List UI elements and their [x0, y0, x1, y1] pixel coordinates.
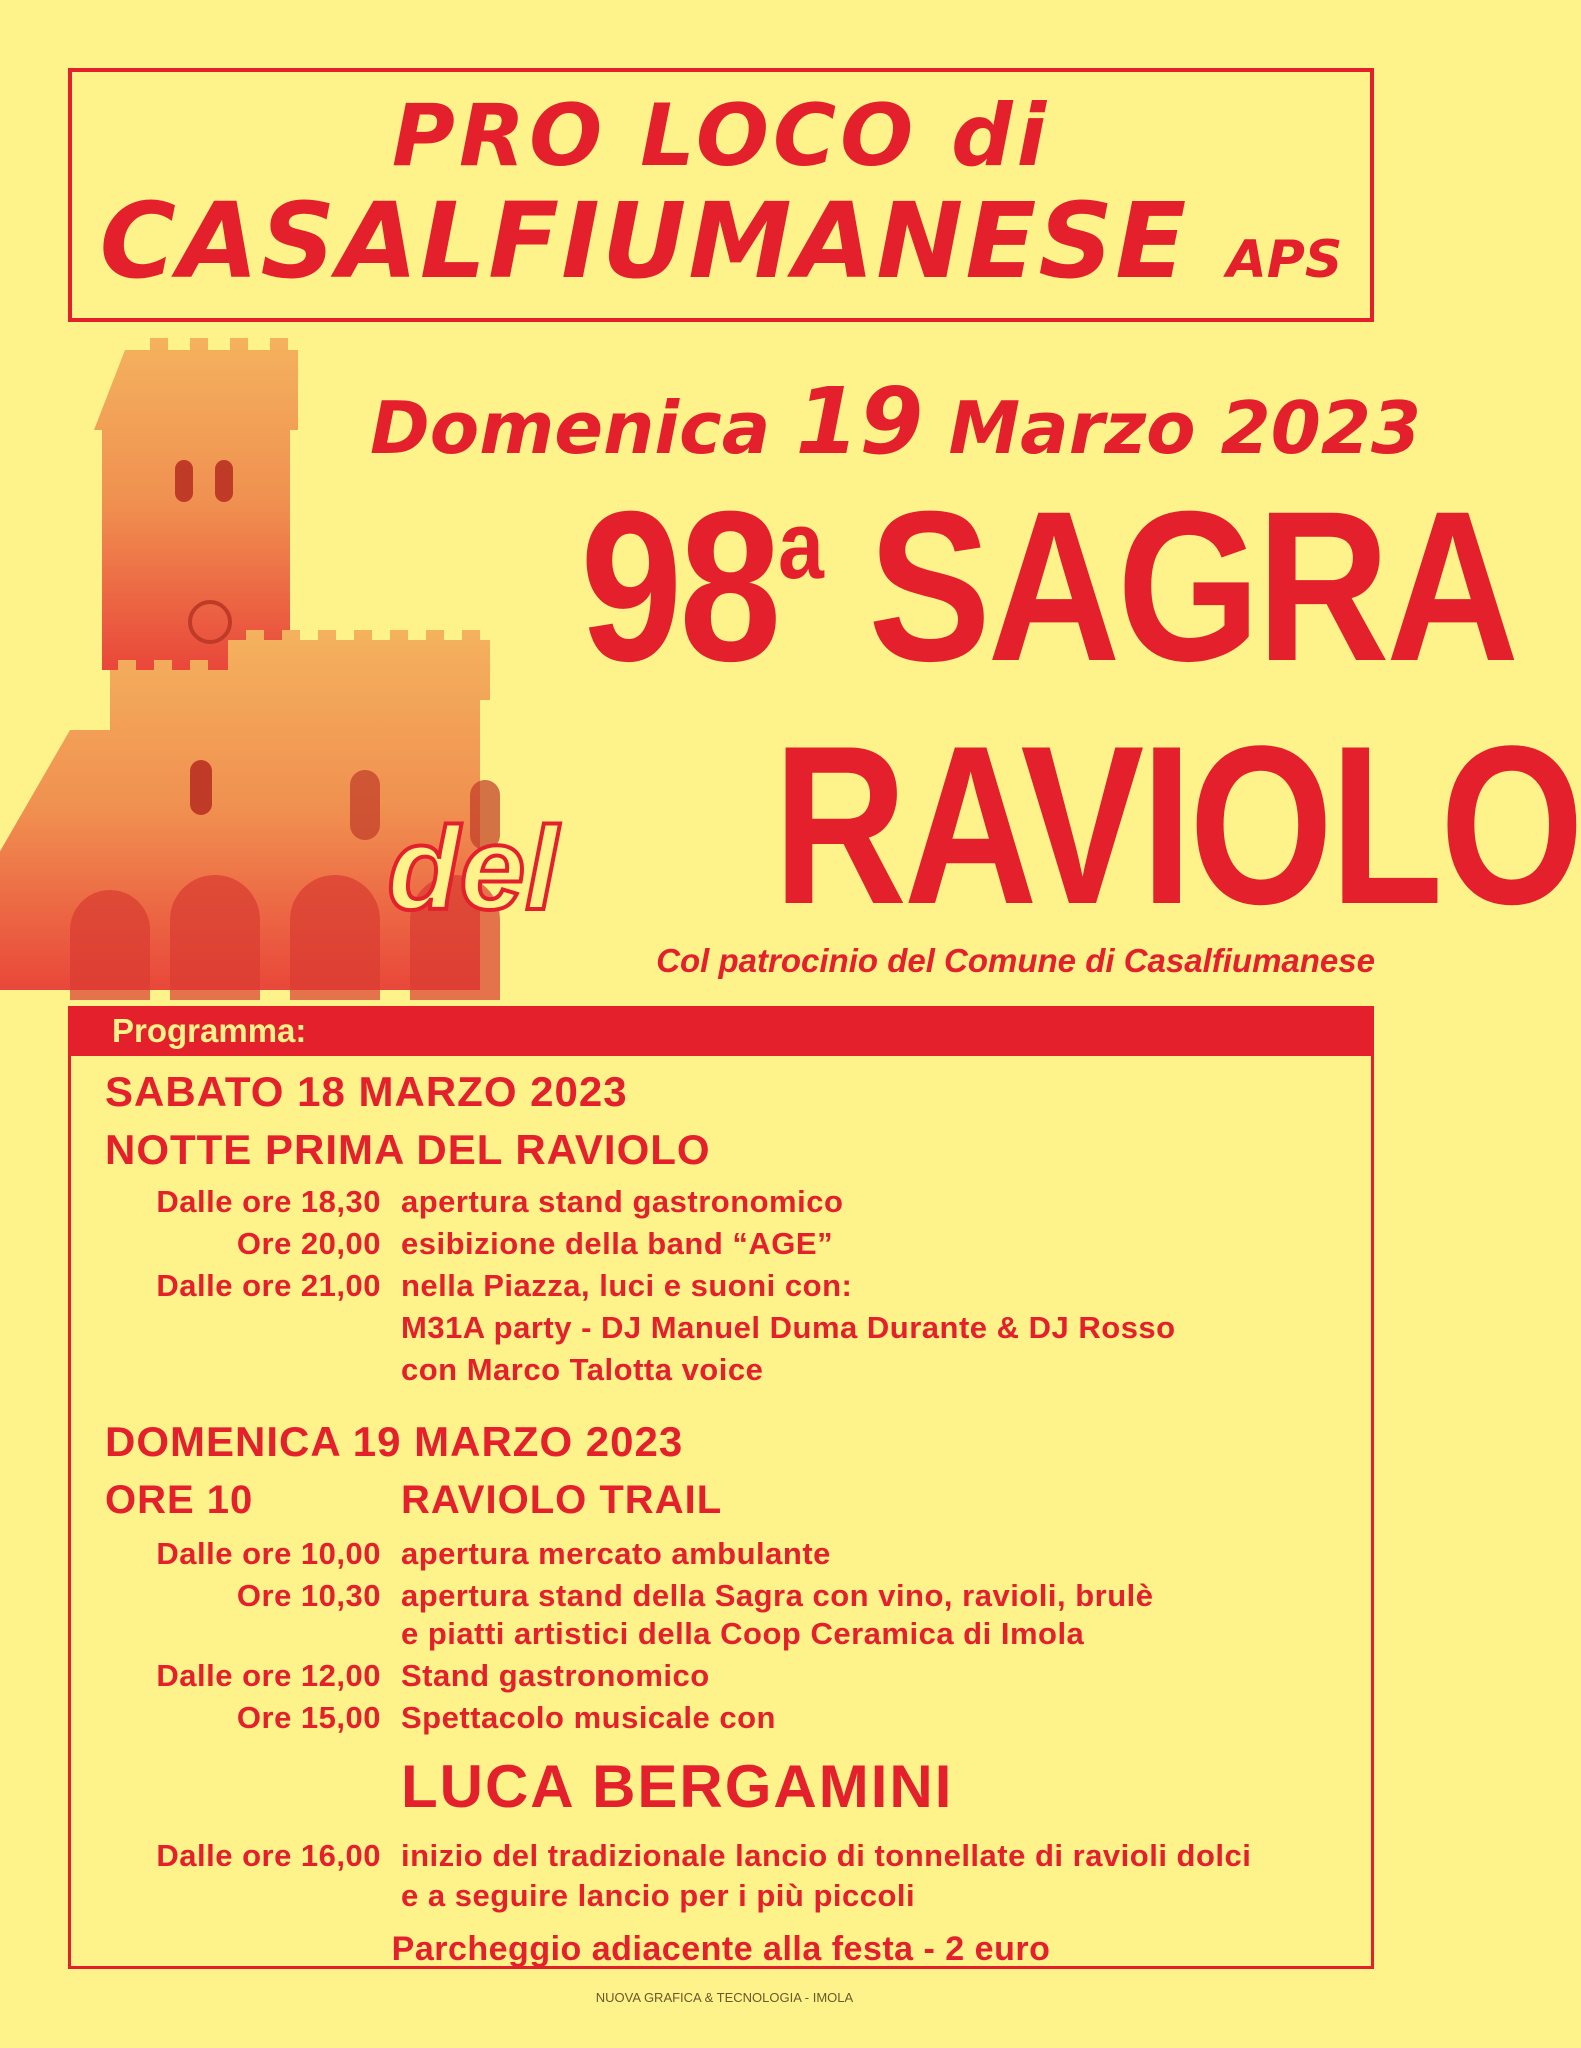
row-time: Dalle ore 16,00 — [156, 1838, 381, 1873]
subhead-time: ORE 10 — [105, 1478, 254, 1522]
sunday-subhead — [105, 1478, 1365, 1526]
row-time: Ore 10,30 — [236, 1578, 381, 1613]
row-time: Dalle ore 21,00 — [156, 1268, 381, 1303]
saturday-subtitle: NOTTE PRIMA DEL RAVIOLO — [105, 1126, 711, 1173]
row-time: Dalle ore 10,00 — [156, 1536, 381, 1571]
date-prefix: Domenica — [370, 386, 771, 470]
sunday-row — [105, 1878, 1365, 1920]
row-desc: apertura stand gastronomico — [401, 1184, 844, 1219]
header-line1: PRO LOCO di — [391, 86, 1051, 186]
row-time: Dalle ore 18,30 — [156, 1184, 381, 1219]
saturday-row — [105, 1268, 1365, 1310]
sunday-row — [105, 1700, 1365, 1742]
artist-name: LUCA BERGAMINI — [401, 1753, 954, 1820]
row-desc: Stand gastronomico — [401, 1658, 710, 1693]
header-line2 — [72, 180, 1370, 302]
saturday-row — [105, 1352, 1365, 1394]
program-label: Programma: — [112, 1012, 307, 1049]
row-desc: apertura stand della Sagra con vino, ravioli, brulè — [401, 1578, 1154, 1613]
sunday-title: DOMENICA 19 MARZO 2023 — [105, 1418, 684, 1465]
row-time: Dalle ore 12,00 — [156, 1658, 381, 1693]
header-box — [68, 68, 1374, 322]
row-desc: esibizione della band “AGE” — [401, 1226, 834, 1261]
row-time: Ore 20,00 — [236, 1226, 381, 1261]
row-desc: M31A party - DJ Manuel Duma Durante & DJ Rosso — [401, 1310, 1176, 1345]
header-suffix: APS — [1226, 230, 1343, 290]
sunday-row — [105, 1578, 1365, 1620]
sunday-row — [105, 1616, 1365, 1658]
edition-ordinal: a — [778, 492, 821, 599]
sunday-row — [105, 1536, 1365, 1578]
header-town: CASALFIUMANESE — [99, 180, 1189, 302]
date-suffix: Marzo 2023 — [948, 386, 1422, 470]
date-day: 19 — [795, 368, 924, 475]
sunday-row — [105, 1658, 1365, 1700]
title-sagra: SAGRA — [868, 467, 1516, 706]
patronage-text: Col patrocinio del Comune di Casalfiumanese — [656, 942, 1375, 979]
row-time: Ore 15,00 — [236, 1700, 381, 1735]
parking-note: Parcheggio adiacente alla festa - 2 euro — [391, 1930, 1051, 1968]
saturday-row — [105, 1226, 1365, 1268]
sunday-row — [105, 1838, 1365, 1880]
row-desc: e a seguire lancio per i più piccoli — [401, 1878, 916, 1913]
event-date — [370, 368, 1422, 475]
event-title-line1 — [580, 467, 1516, 706]
title-del: del — [387, 803, 558, 935]
row-desc: e piatti artistici della Coop Ceramica di Imola — [401, 1616, 1085, 1651]
saturday-title: SABATO 18 MARZO 2023 — [105, 1068, 628, 1115]
row-desc: con Marco Talotta voice — [401, 1352, 764, 1387]
printer-credit: NUOVA GRAFICA & TECNOLOGIA - IMOLA — [595, 1990, 854, 2005]
saturday-row — [105, 1184, 1365, 1226]
row-desc: apertura mercato ambulante — [401, 1536, 831, 1571]
subhead-desc: RAVIOLO TRAIL — [401, 1478, 723, 1522]
row-desc: inizio del tradizionale lancio di tonnellate di ravioli dolci — [401, 1838, 1252, 1873]
edition-number: 98 — [580, 467, 779, 706]
saturday-row — [105, 1310, 1365, 1352]
row-desc: nella Piazza, luci e suoni con: — [401, 1268, 853, 1303]
row-desc: Spettacolo musicale con — [401, 1700, 776, 1735]
title-raviolo: RAVIOLO — [773, 698, 1581, 951]
